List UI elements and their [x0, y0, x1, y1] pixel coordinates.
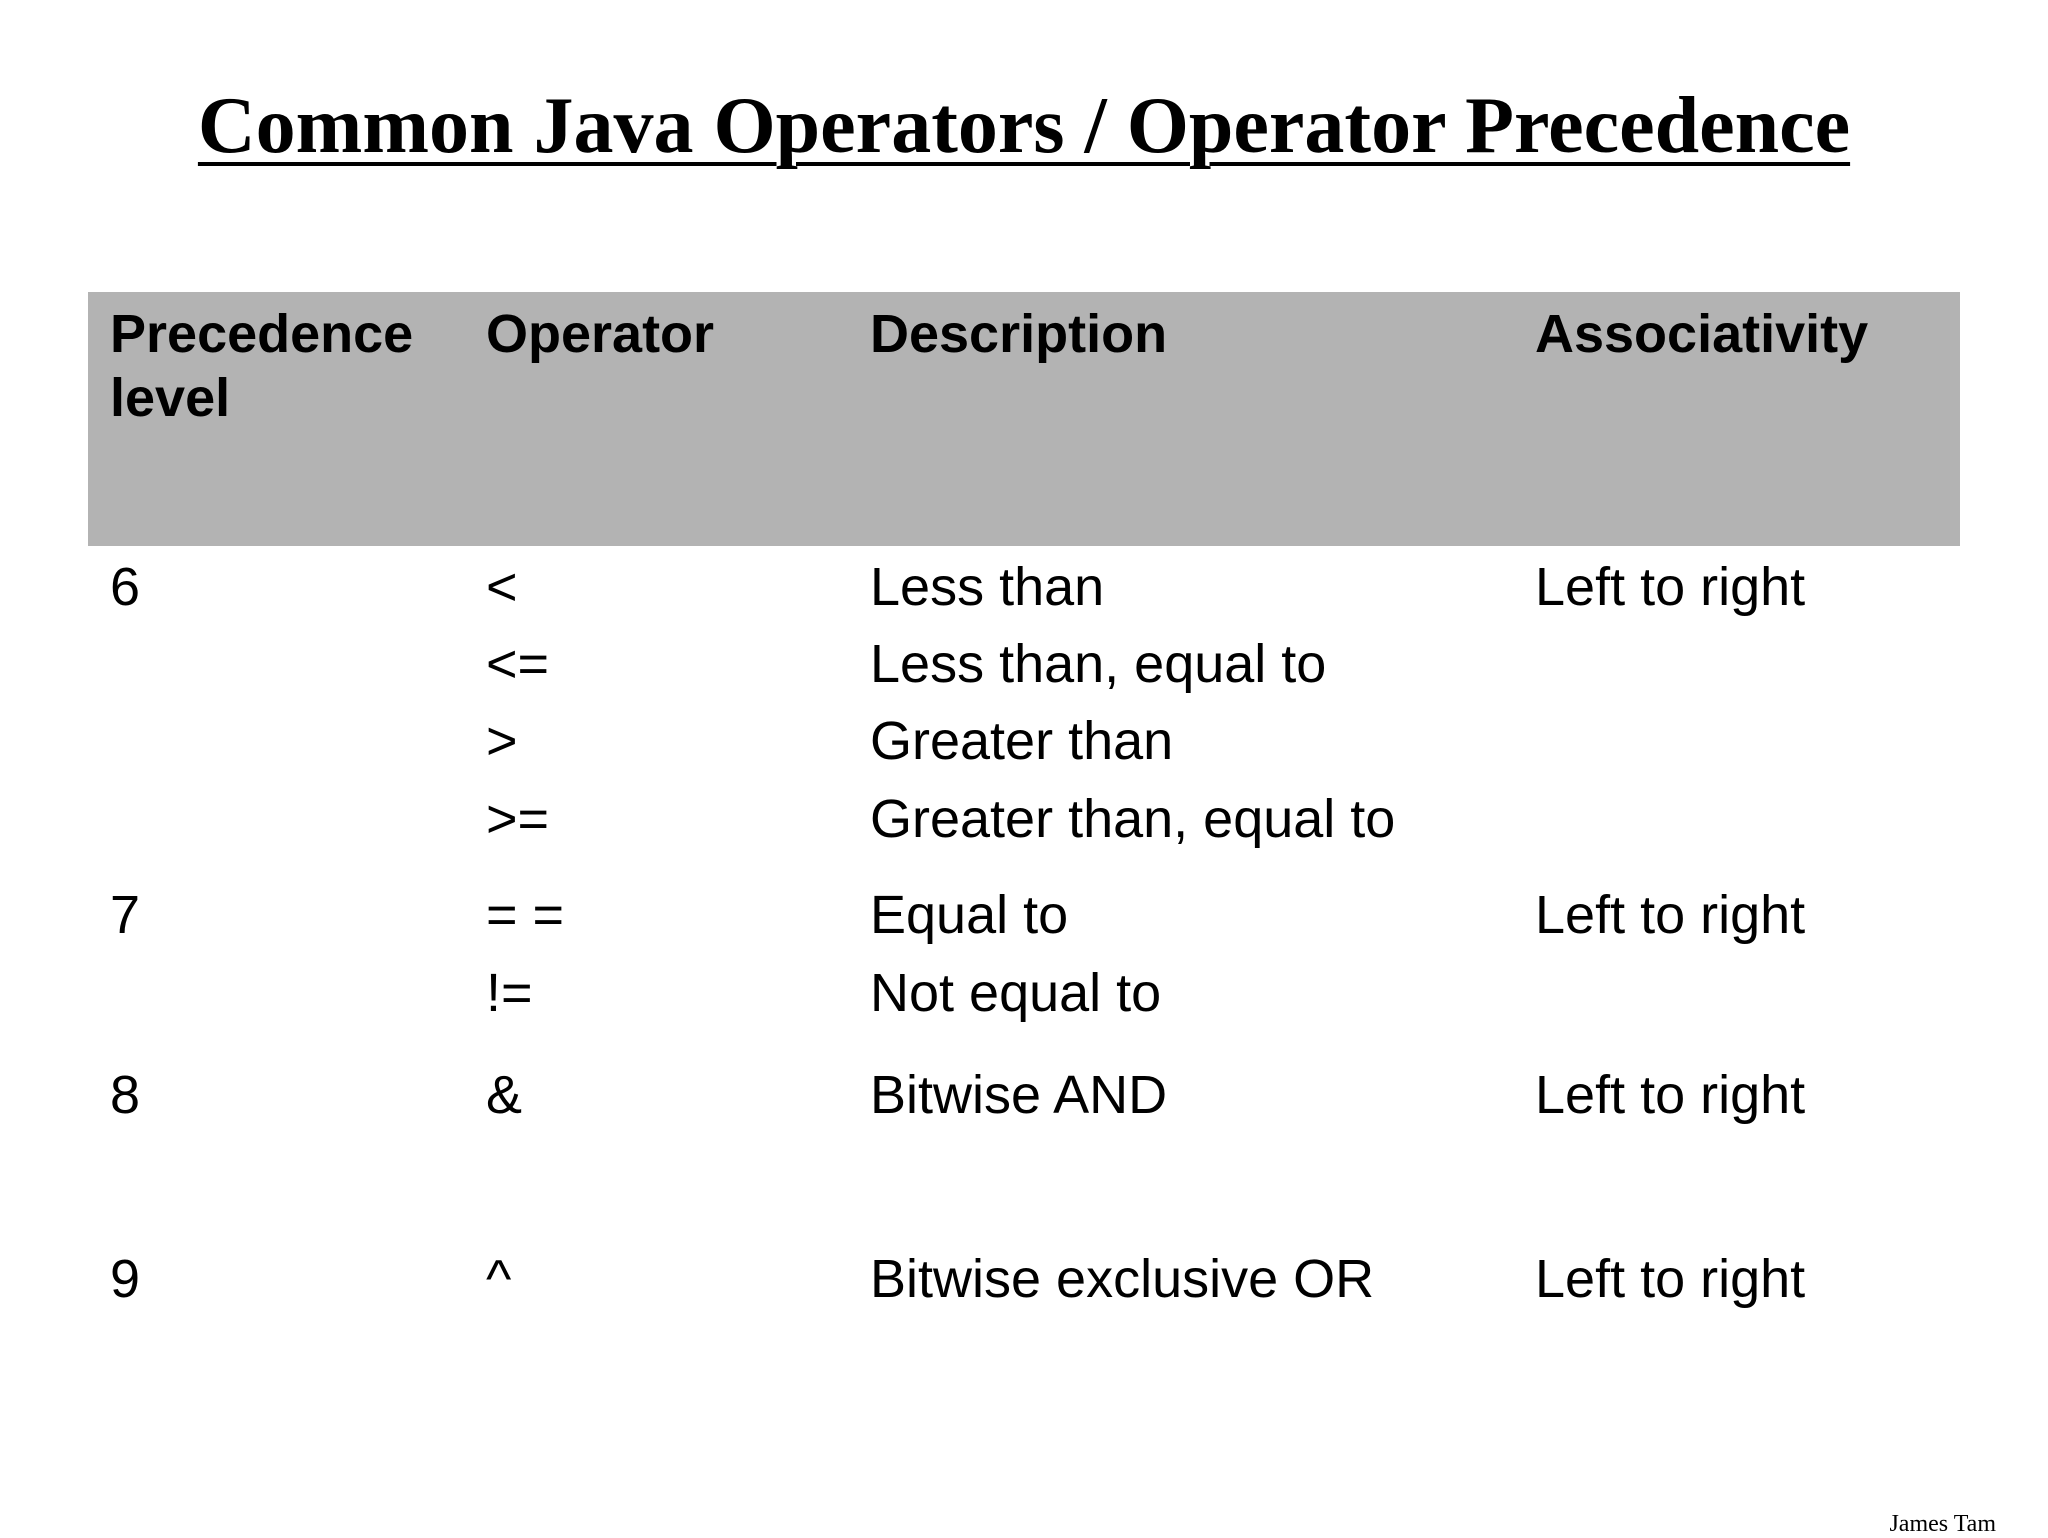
- row-8-associativity: Left to right: [1535, 1065, 1806, 1125]
- header-description: Description: [870, 304, 1168, 364]
- header-precedence-level-line2: level: [110, 368, 231, 428]
- row-6-description-1: Less than: [870, 557, 1105, 617]
- row-7-level: 7: [110, 885, 141, 945]
- row-8-level: 8: [110, 1065, 141, 1125]
- row-8-operator-1: &: [486, 1065, 523, 1125]
- page-title: Common Java Operators / Operator Precedence: [197, 82, 1851, 170]
- row-6-level: 6: [110, 557, 141, 617]
- row-8-description-1: Bitwise AND: [870, 1065, 1168, 1125]
- row-9-operator-1: ^: [486, 1249, 512, 1309]
- row-9-level: 9: [110, 1249, 141, 1309]
- row-9-associativity: Left to right: [1535, 1249, 1806, 1309]
- header-associativity: Associativity: [1535, 304, 1869, 364]
- row-6-associativity: Left to right: [1535, 557, 1806, 617]
- row-7-operator-2: !=: [486, 963, 533, 1023]
- row-6-description-3: Greater than: [870, 711, 1174, 771]
- row-7-associativity: Left to right: [1535, 885, 1806, 945]
- row-6-description-2: Less than, equal to: [870, 634, 1327, 694]
- row-6-operator-2: <=: [486, 634, 550, 694]
- row-7-description-2: Not equal to: [870, 963, 1162, 1023]
- row-7-operator-1: = =: [486, 885, 565, 945]
- row-7-description-1: Equal to: [870, 885, 1069, 945]
- author-footer: James Tam: [1889, 1511, 1996, 1537]
- header-precedence-level-line1: Precedence: [110, 304, 414, 364]
- row-6-operator-1: <: [486, 557, 518, 617]
- row-9-description-1: Bitwise exclusive OR: [870, 1249, 1375, 1309]
- row-6-operator-3: >: [486, 711, 518, 771]
- header-operator: Operator: [486, 304, 715, 364]
- row-6-operator-4: >=: [486, 789, 550, 849]
- row-6-description-4: Greater than, equal to: [870, 789, 1396, 849]
